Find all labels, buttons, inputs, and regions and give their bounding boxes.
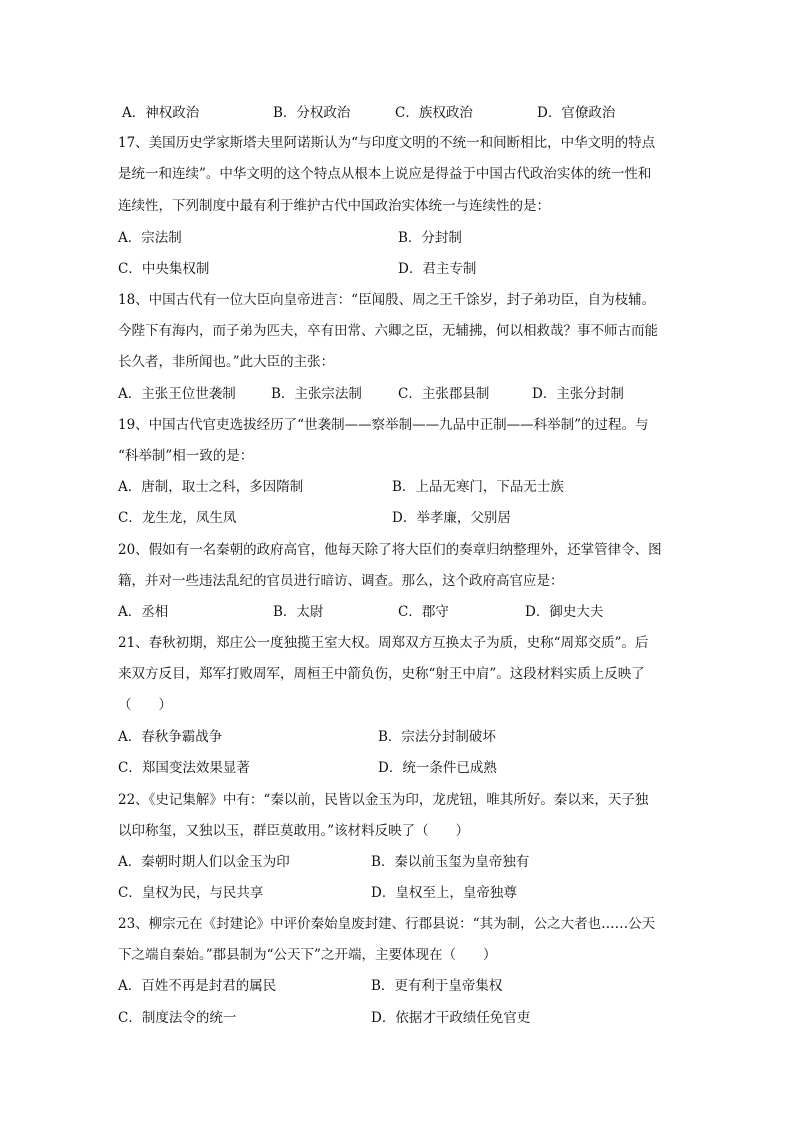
q20-option-a: A．丞相 <box>118 604 169 620</box>
q18-option-b: B．主张宗法制 <box>271 386 362 402</box>
q18-option-d: D．主张分封制 <box>532 386 624 402</box>
q19-stem-line-1: 19、中国古代官吏选拔经历了“世袭制——察举制——九品中正制——科举制”的过程。与 <box>118 417 649 433</box>
q18-option-a: A．主张王位世袭制 <box>118 386 236 402</box>
q22-stem-line-2: 以印称玺，又独以玉，群臣莫敢用。”该材料反映了（ ） <box>118 823 470 839</box>
q20-stem-line-2: 籍，并对一些违法乱纪的官员进行暗访、调查。那么，这个政府高官应是： <box>118 573 564 589</box>
q16-option-c: C．族权政治 <box>395 105 473 121</box>
q19-option-a: A．唐制，取士之科，多因隋制 <box>118 479 304 495</box>
q17-stem-line-2: 是统一和连续”。中华文明的这个特点从根本上说应是得益于中国古代政治实体的统一性和 <box>118 166 652 182</box>
q21-option-a: A．春秋争霸战争 <box>118 729 223 745</box>
q17-stem-line-3: 连续性，下列制度中最有利于维护古代中国政治实体统一与连续性的是： <box>118 198 550 214</box>
q22-option-b: B．秦以前玉玺为皇帝独有 <box>371 854 530 870</box>
q21-stem-line-3: （ ） <box>118 697 172 713</box>
q17-stem-line-1: 17、美国历史学家斯塔夫里阿诺斯认为“与印度文明的不统一和间断相比，中华文明的特点 <box>118 135 656 151</box>
q18-option-c: C．主张郡县制 <box>398 386 490 402</box>
q23-option-b: B．更有利于皇帝集权 <box>371 978 503 994</box>
q21-option-b: B．宗法分封制破坏 <box>378 729 496 745</box>
q19-option-d: D．举孝廉，父别居 <box>392 510 511 526</box>
q20-option-c: C．郡守 <box>398 604 449 620</box>
q20-option-b: B．太尉 <box>273 604 324 620</box>
q20-stem-line-1: 20、假如有一名秦朝的政府高官，他每天除了将大臣们的奏章归纳整理外，还掌管律令、图 <box>118 542 662 558</box>
q23-option-a: A．百姓不再是封君的属民 <box>118 978 277 994</box>
q16-option-b: B．分权政治 <box>273 105 351 121</box>
q23-option-d: D．依据才干政绩任免官吏 <box>371 1010 531 1026</box>
q17-option-b: B．分封制 <box>398 230 462 246</box>
q23-stem-line-1: 23、柳宗元在《封建论》中评价秦始皇废封建、行郡县说：“其为制，公之大者也……公天 <box>118 916 656 932</box>
q17-option-d: D．君主专制 <box>398 261 477 277</box>
q19-option-c: C．龙生龙，凤生凤 <box>118 510 237 526</box>
q21-stem-line-2: 来双方反目，郑军打败周军，周桓王中箭负伤，史称“射王中肩”。这段材料实质上反映了 <box>118 666 645 682</box>
q18-stem-line-2: 今陛下有海内，而子弟为匹夫，卒有田常、六卿之臣，无辅拂，何以相救哉？事不师古而能 <box>118 323 658 339</box>
q22-stem-line-1: 22、《史记集解》中有：“秦以前，民皆以金玉为印，龙虎钮，唯其所好。秦以来，天子独 <box>118 792 649 808</box>
q16-option-a: A．神权政治 <box>122 105 200 121</box>
q23-option-c: C．制度法令的统一 <box>118 1010 237 1026</box>
q19-stem-line-2: “科举制”相一致的是： <box>118 448 254 464</box>
q22-option-a: A．秦朝时期人们以金玉为印 <box>118 854 290 870</box>
q21-option-c: C．郑国变法效果显著 <box>118 760 250 776</box>
q20-option-d: D．御史大夫 <box>525 604 604 620</box>
q19-option-b: B．上品无寒门，下品无士族 <box>392 479 564 495</box>
q23-stem-line-2: 下之端自秦始。”郡县制为“公天下”之开端，主要体现在（ ） <box>118 947 497 963</box>
q17-option-a: A．宗法制 <box>118 230 182 246</box>
q16-option-d: D．官僚政治 <box>537 105 616 121</box>
q17-option-c: C．中央集权制 <box>118 261 210 277</box>
q21-option-d: D．统一条件已成熟 <box>378 760 497 776</box>
q21-stem-line-1: 21、春秋初期，郑庄公一度独揽王室大权。周郑双方互换太子为质，史称“周郑交质”。后 <box>118 635 649 651</box>
q18-stem-line-1: 18、中国古代有一位大臣向皇帝进言：“臣闻殷、周之王千馀岁，封子弟功臣，自为枝辅。 <box>118 292 656 308</box>
q22-option-d: D．皇权至上，皇帝独尊 <box>371 885 517 901</box>
q22-option-c: C．皇权为民，与民共享 <box>118 885 264 901</box>
q18-stem-line-3: 长久者，非所闻也。”此大臣的主张： <box>118 354 335 370</box>
